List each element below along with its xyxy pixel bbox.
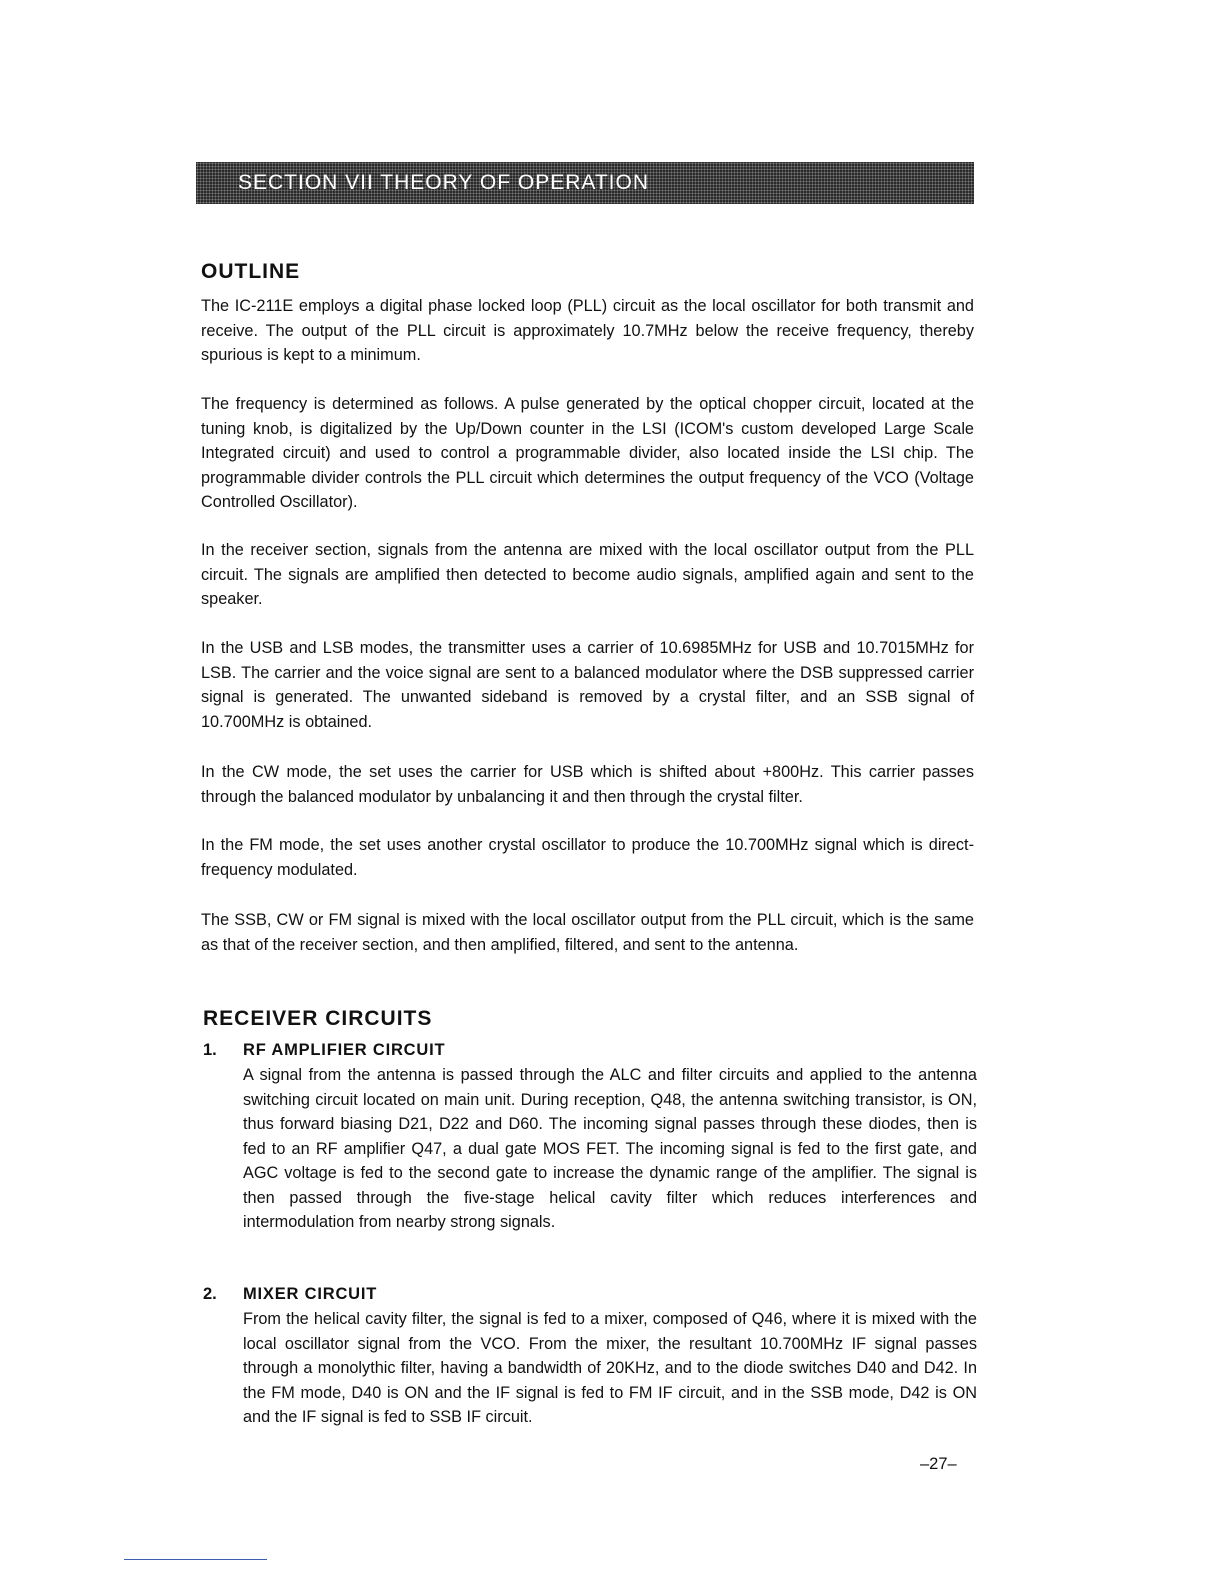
rf-amplifier-heading: RF AMPLIFIER CIRCUIT [243,1041,446,1059]
outline-paragraph-1: The IC-211E employs a digital phase locked loop (PLL) circuit as the local oscillator for both transmit and receive. The output of the PLL circuit is approximately 10.7MHz below the receive frequency, thereby spurious is kept to a minimum. [201,297,974,364]
rf-amplifier-text: A signal from the antenna is passed through the ALC and filter circuits and applied to the antenna switching circuit located on main unit. During reception, Q48, the antenna switching transistor, is ON, thus forward biasing D21, D22 and D60. The incoming signal passes through these diodes, then is fed to an RF amplifier Q47, a dual gate MOS FET. The incoming signal is fed to the first gate, and AGC voltage is fed to the second gate to increase the dynamic range of the amplifier. The signal is then passed through the five-stage helical cavity filter which reduces interferences and intermodulation from nearby strong signals. [243,1066,977,1231]
outline-paragraph-4: In the USB and LSB modes, the transmitter uses a carrier of 10.6985MHz for USB and 10.7015MHz for LSB. The carrier and the voice signal are sent to a balanced modulator where the DSB suppressed carrier signal is generated. The unwanted sideband is removed by a crystal filter, and an SSB signal of 10.700MHz is obtained. [201,639,974,731]
outline-paragraph-2: The frequency is determined as follows. A pulse generated by the optical chopper circuit, located at the tuning knob, is digitalized by the Up/Down counter in the LSI (ICOM's custom developed Large Scale Integrated circuit) and used to control a programmable divider, also located inside the LSI chip. The programmable divider controls the PLL circuit which determines the output frequency of the VCO (Voltage Controlled Oscillator). [201,395,974,511]
footer-rule [124,1559,267,1560]
outline-paragraph-6: In the FM mode, the set uses another crystal oscillator to produce the 10.700MHz signal which is direct-frequency modulated. [201,836,974,879]
mixer-circuit-text: From the helical cavity filter, the signal is fed to a mixer, composed of Q46, where it is mixed with the local oscillator signal from the VCO. From the mixer, the resultant 10.700MHz IF signal passes through a monolythic filter, having a bandwidth of 20KHz, and to the diode switches D40 and D42. In the FM mode, D40 is ON and the IF signal is fed to FM IF circuit, and in the SSB mode, D42 is ON and the IF signal is fed to SSB IF circuit. [243,1310,977,1426]
item-number: 1. [203,1041,217,1059]
section-banner [196,162,974,204]
mixer-circuit-heading: MIXER CIRCUIT [243,1285,378,1303]
receiver-circuits-heading: RECEIVER CIRCUITS [203,1007,433,1030]
outline-paragraph-5: In the CW mode, the set uses the carrier for USB which is shifted about +800Hz. This carrier passes through the balanced modulator by unbalancing it and then through the crystal filter. [201,763,974,806]
outline-heading: OUTLINE [201,260,301,283]
page-number: –27– [920,1455,957,1473]
outline-paragraph-7: The SSB, CW or FM signal is mixed with the local oscillator output from the PLL circuit, which is the same as that of the receiver section, and then amplified, filtered, and sent to the antenna. [201,911,974,954]
section-title: SECTION VII THEORY OF OPERATION [238,171,650,194]
item-number: 2. [203,1285,217,1303]
outline-paragraph-3: In the receiver section, signals from the antenna are mixed with the local oscillator output from the PLL circuit. The signals are amplified then detected to become audio signals, amplified again and sent to the speaker. [201,541,974,608]
